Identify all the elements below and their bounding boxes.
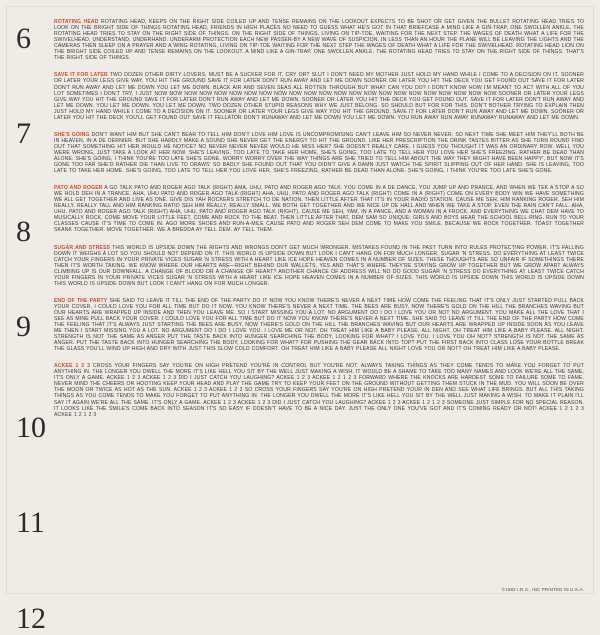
song-lyrics-body: DON'T WANT HIM BUT SHE CAN'T BEAR TO TELL HIM DON'T LOVE HIM LOVE IS UNCOMPROMISING CAN'T LEAVE HIM SO NEVER NEVER. SO NEXT TIME SHE MEET HIM THEY'LL BOTH BE IN HEAVEN, IN A DE DERNIER. BUT SHE HARDLY MAKE A SOUND SHE NEVER GET THE ENERGY TO HIT THE GROUND. LIKE HER PRESCRIPTION THE DRINK TASTES BITTER AS SHE TURN ROUND FIND OUT THAT SOMETHING HIT HER WOULD HE NOTICE? NO NEVER NEVER NEVER WOULD HE MISS HER? SHE DOESN'T REALLY CARE. I GUESS YOU THOUGHT IT WAS AN ORDINARY ROW. WELL YOU WERE WRONG, JUST TAKE A LOOK AT HER NOW. SHE'S LEAVING, TOO LATE TO TAKE HER HOME. SHE'S GOING, TOO LATE TO TELL HER YOU LOVE HER SHE'S FREEZING. RATHER BE DEAD THAN ALONE. SHE'S GOING, I THINK YOU'RE TOO LATE SHE'S GONE. WORRY WORRY OVER THE WAY THINGS ARE SHE TRIED TO TELL HIM ABOUT THE WAY THEY MIGHT HAVE BEEN HAPPY', BUT NOW IT'S GONE TOO FAR SHE'D RATHER DIE THAN LIVE TO DRAWS' SO BADLY SHE FOUND OUT THAT YOU DIDN'T GIVE A DAMN JUST WATCH THE SPIRIT SLIPPING OUT OF HER HAND. SHE IS LEAVING, TOO LATE TO TAKE HER HOME. SHE'S GOING, TOO LATE TO TELL HER YOU LOVE HER. SHE'S FREEZING, RATHER BE DEAD THAN ALONE. SHE'S GOING, I THINK YOU'RE TOO LATE SHE'S GONE. bbox=[54, 131, 584, 175]
song-title-rotating-head: ROTATING HEAD bbox=[54, 19, 99, 26]
song-block-pato-and-roger bbox=[54, 185, 584, 233]
track-number-10: 10 bbox=[16, 411, 46, 444]
song-block-save-it-for-later bbox=[54, 72, 584, 120]
track-number-8: 8 bbox=[16, 215, 31, 248]
song-lyrics-body: TWO DOZEN OTHER DIRTY LOVERS, MUST BE A SUCKER FOR IT, CRY OR? SLUT I DON'T NEED MY MOTHER JUST HOLD MY HAND WHILE I COME TO A DECISION ON IT. SOONER OR LATER YOUR LEGS GIVE WAY, YOU HIT THE GROUND SAVE IT FOR LATER DON'T RUN AWAY AND LET ME DOWN SOONER OR LATER YOU HIT THE DECK YOU GET FOUND OUT SAVE IT FOR LATER DON'T RUN AWAY AND LET ME DOWN YOU LET ME DOWN. BLACK AIR AND SEVEN SEAS ALL ROTTEN THROUGH BUT WHAT CAN YOU DO? I DON'T KNOW HOW I'M MEANT TO ACT WITH ALL OF YOU LOT SOMETIMES I DON'T TRY, I JUST NOW NOW NOW NOW NOW NOW NOW NOW NOW NOW NOW NOW NOW NOW NOW NOW NOW NOW NOW NOW NOW NOW NOW SOONER OR LATER YOUR LEGS GIVE WAY YOU HIT THE GROUND SAVE IT FOR LATER DON'T RUN AWAY AND LET ME DOWN. SOONER OR LATER YOU HIT THE DECK YOU GET FOUND OUT. SAVE IT FOR LATER DON'T RUN AWAY AND LET ME DOWN. YOU LET ME DOWN. YOU LET ME DOWN. TWO DOZEN OTHER STUPID REASONS WHY WE JUST BELONG. SO SHOULD BUT FOR FOR THIS. DON'T BOTHER TRYING TO EXPLAIN THEN JUST HOLD MY HAND WHILE I COME TO A DECISION ON IT. SOONER OR LATER YOUR LEGS GIVE WAY YOU HIT THE GROUND. SAVE IT FOR LATER DON'T RUN AWAY AND LET ME DOWN. SOONER OR LATER YOU HIT THE DECK YOU'LL GET FOUND OUT SAVE IT FELLATOR DON'T RUNAWAY AND LET ME DOWN YOU LET ME DOWN. YOU RUN AWAY RUN AWAY RUNAWAY RUNAWAY AND LET ME DOWN. bbox=[54, 72, 584, 121]
song-lyrics-body: CROSS YOUR FINGERS SAY YOU'RE ON HIGH PRETEND YOU'RE IN CONTROL BUT YOU'RE NOT. ALWAYS TAKING THINGS AS THEY COME TENDS TO MAKE YOU FORGET TO PUT ANYTHING IN. THE LONGER YOU DWELL THE MORE IT'S LIKE HELL YOU SIT BY THE WELL JUST MAKING A WISH. IT WOULD BE A SHAME TO TAKE TOO MANY NAMES AND LOOK WE'RE ALL THE SAME, IT'S ONLY A GAME. ACKEE 1 2 3 ACKEE 1 2 3 DID I JUST CATCH YOU LAUGHING? ACKEE 1 2 3 ACKEE 1 2 1 2 3 FORWARD WHERE THE KNOCKS ARE HARDEST SOME TO FAILURE SOME TO FAME. NEVER MIND THE CHEERS OR HOOTING KEEP YOUR HEAD AND PLAY THE GAME TRY TO KEEP YOUR FEET ON THE GROUND WITHOUT GETTING THEM STUCK IN THE MUD. YOU WILL SOON BE OVER THE MOON OR TWICE AS HOT AS THE SUN. ACKEE 1 2 3 ACKEE 1 2 3 SO CROSS YOUR FINGERS SAY YOU'RE ON HIGH PRETEND YOUR IN DEN AND SEE WHAT LIFE BRINGS. BUT ALL THIS TAKING THINGS AS YOU COME TENDS TO MAKE YOU FORGET TO PUT ANYTHING IN. THE LONGER YOU DWELL THE MORE IT'S LIKE HELL YOU SIT BY THE WELL JUST MAKING A WISH. TO MAKE IT PLAIN I'LL SAY IT AGAIN WE'RE ALL THE SAME. IT'S ONLY A GAME. ACKEE 1 2 3 ACKEE 1 2 3 DID I JUST CATCH YOU LAUGHING? ACKEE 1 2 3 ACKEE 1 2 1 2 3 SOMEONE JUST SIMPLE FOR NO SPECIAL REASON. IT LOOKS LIKE THE SMILE'S COME BACK INTO SEASON IT'S SO EASY IF DOESN'T HAVE TO BE A NICE DAY. JUST THE ONLY ONE YOU'VE GOT AND IT'S COMING READY OR NOT! ACKEE 1 2 1 2 3 ACKEE 1 2 1 2 3 bbox=[54, 363, 584, 418]
song-lyrics-body: THIS WORLD IS UPSIDE DOWN THE RIGHTS AND WRONGS DON'T GET MUCH WRONGER. MISTAKES FOUND IN THE PAST TURN INTO RULES PROTECTING POWER. IT'S FALLING DOWN IT WEIGHS A LOT SO YOU SHOULD NOT DEPEND ON IT. THIS WORLD IS UPSIDE DOWN BUT LOOK I CAN'T HANG ON FOR MUCH LONGER. SUGAR 'N STRESS. DO EVERYTHING AT LEAST TWICE CATCH YOUR FINGERS IN YOUR PRIVATE VICES SUGAR 'N STRESS WITH A HEART LIKE ICE HOPE HEAVEN COMES IN A NUMBER OF SIZES. THESE THOUGHTS ARE SO UNFAIR IF SOMETHINGS THERE THEN IT'S WORTH TAKING. WE KNOW WHERE OUR HEARTS ARE—RIGHT BEHIND OUR WALLETS, YES AND THAT'S WHERE THEY'RE STAYING GROW UP TOGETHER BUT WE GROW APART ALWAYS CLIMBING UP IS OUR DOWNFALL. A CHANGE OF BLOOD OR A CHANGE OF HEART? ANOTHER CHANCE OF ADDRESS WILL NO DO GOOD SUGAR 'N STRESS DO EVERYTHING AT LEAST TWICE CATCH YOUR FINGERS IN YOUR PRIVATE VICES SUGAR 'N STRESS WITH A HEART LIKE ICE HOPE HEAVEN COMES IN A NUMBER OF SIZES. THIS WORLD IS UPSIDE DOWN THIS WORLD IS UPSIDE DOWN THIS WORLD IS UPSIDE DOWN BUT LOOK I CAN'T HANG ON FOR MUCH LONGER. bbox=[54, 244, 584, 287]
song-lyrics-save-it-for-later bbox=[54, 72, 584, 120]
song-lyrics-end-of-the-party bbox=[54, 298, 584, 352]
song-block-end-of-the-party bbox=[54, 298, 584, 352]
track-number-7: 7 bbox=[16, 117, 31, 150]
song-title-shes-going: SHE'S GOING bbox=[54, 131, 90, 138]
song-lyrics-rotating-head bbox=[54, 19, 584, 61]
song-title-end-of-the-party: END OF THE PARTY bbox=[54, 297, 108, 304]
song-block-rotating-head bbox=[54, 19, 584, 61]
track-number-11: 11 bbox=[16, 506, 45, 539]
song-lyrics-ackee-123 bbox=[54, 363, 584, 417]
song-lyrics-pato-and-roger bbox=[54, 185, 584, 233]
copyright-notice: ©1982 I.R.S., INC PRINTED IN U.S.A. bbox=[501, 587, 584, 592]
song-lyrics-body: SHE SAID TO LEAVE IT TILL THE END OF THE PARTY DO IT NOW YOU KNOW THERE'S NEVER A NEXT TIME HOW COME THE FEELING THAT IT'S ONLY JUST STARTED PULL BACK YOUR COVER, I COULD LOVE YOU FOR ALL TIME BUT DO IT NOW. YOU KNOW THERE'S NEVER A NEXT TIME. THE BEES ARE BUSY, NOW THERE'S GOLD ON THE HILL THE BRANCHES WAVING BUT OUR HEARTS ARE WRAPPED UP INSIDE AND THEN YOU LEAVE ME. SO I START MISSING YOU A LOT. NO ARGUMENT DO I DO I LOVE YOU OR NOT NO ARGUMENT. YOU MAKE ALL THE LOVE THAT I SEE AS MINE PULL BACK YOUR COVER. I COULD LOVE YOU FOR ALL TIME BUT DO IT NOW YOU KNOW THERE'S NEVER A NEXT TIME. SHE SAID TO LEAVE IT TILL THE END OF THE PARTY HOW COME THE FEELING THAT IT'S ALWAYS JUST STARTING THE BEES ARE BUSY, NOW THERE'S GOLD ON THE HILL THE BRANCHES WAVING BUT OUR HEARTS ARE WRAPPED UP INSIDE SOON AS YOU LEAVE ME THEN I START MISSING YOU A LOT. NO ARGUMENT DO I DO I LOVE YOU. I LOVE ME OR NOT. OH TREAT HIM LIKE A BABY PLEASE. ALL NIGHT. OH TREAT HIM LIKE A BABY PLEASE. ALL NIGHT. STRENGTH IS NOT THE SAME AS ANGER PUT THE TASTE BACK INTO HUNGER SEARCHING THE BODY, LOOKING FOR WHAT? I LOVE YOU. I LOVE YOU OH NOT? STRENGTH IS NOT THE SAME AS ANGER. PUT THE TASTE BACK INTO HUNGER SEARCHING THE BODY, LOOKING FOR WHAT? FOR PUSHING THE GEAR BACK INTO TOP? PUT THE FIRST BACK INTO CLASS LOSE YOUR BOTTLE BREAK THE GLASS YOU'LL WIND UP HIGH AND DRY WITH JUST THIS SLOW COLD COMFORT. OH TREAT HIM LIKE A BABY PLEASE ALL NIGHT LOVE YOU OR NOT? OH TREAT HIM LIKE A BABY PLEASE. bbox=[54, 297, 584, 353]
track-number-6: 6 bbox=[16, 22, 31, 55]
song-title-ackee-123: ACKEE 1 2 3 bbox=[54, 363, 91, 370]
song-lyrics-shes-going bbox=[54, 132, 584, 174]
song-block-sugar-and-stress bbox=[54, 245, 584, 287]
lyrics-columns bbox=[16, 14, 584, 635]
track-number-9: 9 bbox=[16, 310, 31, 343]
song-lyrics-body: A GO TALK PATO AND ROGER AGO TALK (RIGHT) AMA, UHU, PATO AND ROGER AGO TALK. YOU COME IN A DE DANCE, YOU JUMP UP AND PRANCE, AND WHEN WE TEK A STOP A SO WE HOLD DEH IN A TRANCE. AHA, UHU PATO AND ROGER AGO TALK (RIGHT) AHA, UHU, PATO AND ROGER AGO TALK (RIGHT) COME IN A (RIGHT) COME ON EVERY BODY WIN WE HAVE SOMETHING WE ALL GET TOGETHER AND LIVE AS ONE. GIVE DIS YAH ROCKERS STRETCH TO DE NATION. THEN LITTLE AFTER THAT IT'S IN YOUR RADIO STATION. CAUSE ME SEH, HIM RANKING ROGER. SEH HIM REALLY. REALLY TALL AND HIM RANKING RATIO SEH HIM REALLY. REALLY SMALL. WE BOTH GET TOGETHER AND WE NICE UP DE HALL AND WHEN WE TAKE A STOP. EVEN THE RAIN CAN'T FALL. AHA, UHU. PATO AND ROGER AGO TALK (RIGHT) AHA, UHU. PATO AND ROGER AGO TALK (RIGHT). CAUSE ME SEH, YAM, IN A PANCE, AND A WOMAN IN A FROCK. AND EVERYTHING WE CHAT DEM HAVE TO MUSICALLY ROCK. COME MOVE YOUR LITTLE FEET, COME AND ROCK TO THE BEAT. THEN LITTLE AFTER THAT, DEM SAM SO UNIQUE: GIRLS AND BOYS HEAR THE SCHOOL BELL RING. RUN TO YOUR CLASSES CAUSE IT'S TIME TO COME IN. AGO MORE SHOES AND RUN-A-MILE CAUSE PATO AND ROGER SEH DEM COME TO MAKE YOU SMILE. BECAUSE WE ROCK TOGETHER. TOAST TOGETHER SKANK TOGETHER. MOVE TOGETHER. WE A BREDDA AY TELL DEM. AY TELL THEM. bbox=[54, 185, 584, 234]
song-title-sugar-and-stress: SUGAR AND STRESS bbox=[54, 244, 111, 251]
song-title-save-it-for-later: SAVE IT FOR LATER bbox=[54, 72, 108, 79]
song-lyrics-sugar-and-stress bbox=[54, 245, 584, 287]
song-block-shes-going bbox=[54, 132, 584, 174]
track-number-12: 12 bbox=[16, 602, 46, 635]
lyrics-text-column bbox=[54, 14, 584, 590]
song-block-ackee-123 bbox=[54, 363, 584, 417]
track-number-column bbox=[16, 14, 54, 635]
song-lyrics-body: ROTATING HEAD, KEEPS ON THE RIGHT SIDE COILED UP AND TENSE REMAINS ON THE LOOKOUT EXPECTS TO BE SHOT OR GET GIVEN THE BULLET ROTATING HEAD TRIES TO LOOK ON THE BRIGHT SIDE OF THINGS ROTATING HEAD, FRIENDS IN HIGH PLACES NO NEED TO GUESS WHAT HE'S GOT IN THAT BRIEFCASE A MIND LIKE A GIN-TRAP, ONE SWOLLEN ANKLE, THE ROTATING HEAD TRIES TO STAY ON THE RIGHT SIDE OF THINGS. ON THE RIGHT SIDE OF THINGS. LIVING ON TIP-TOE, WAITING FOR THE NEXT STEP. THE WAGES OF DEATH WHAT A LIFE FOR THE SWIVELHEAD. UNDERSTAND, UNDERHAND. UNDERARM PROTECTION EACH NEW PASSER-BY A NEW WAVE OF SUSPICION. IN LESS THAN AN HOUR THE PLANE WILL BE LEAVING THE LIGHTS AND THE CAMERAS THEN SLEEP ON A PRAYER AND A WING ROTATING, LIVING ON TIP-TOE WAITING FOR THE NEXT STEP THE WAGES OF DEATH WHAT A LIFE FOR THE SWIVELHEAD. ROTATING HEAD LION ON THE BRIGHT SIDE COILED UP AND TENSE REMAINS ON THE LOOKOUT. A MIND LIKE A GIN-TRAP, ONE SWOLLEN ANKLE. THE ROTATING HEAD TRIES TO STAY ON THE RIGHT SIDE OF THINGS. THAT'S THE RIGHT SIDE OF THINGS. bbox=[54, 19, 584, 62]
song-title-pato-and-roger: PATO AND ROGER bbox=[54, 185, 103, 192]
